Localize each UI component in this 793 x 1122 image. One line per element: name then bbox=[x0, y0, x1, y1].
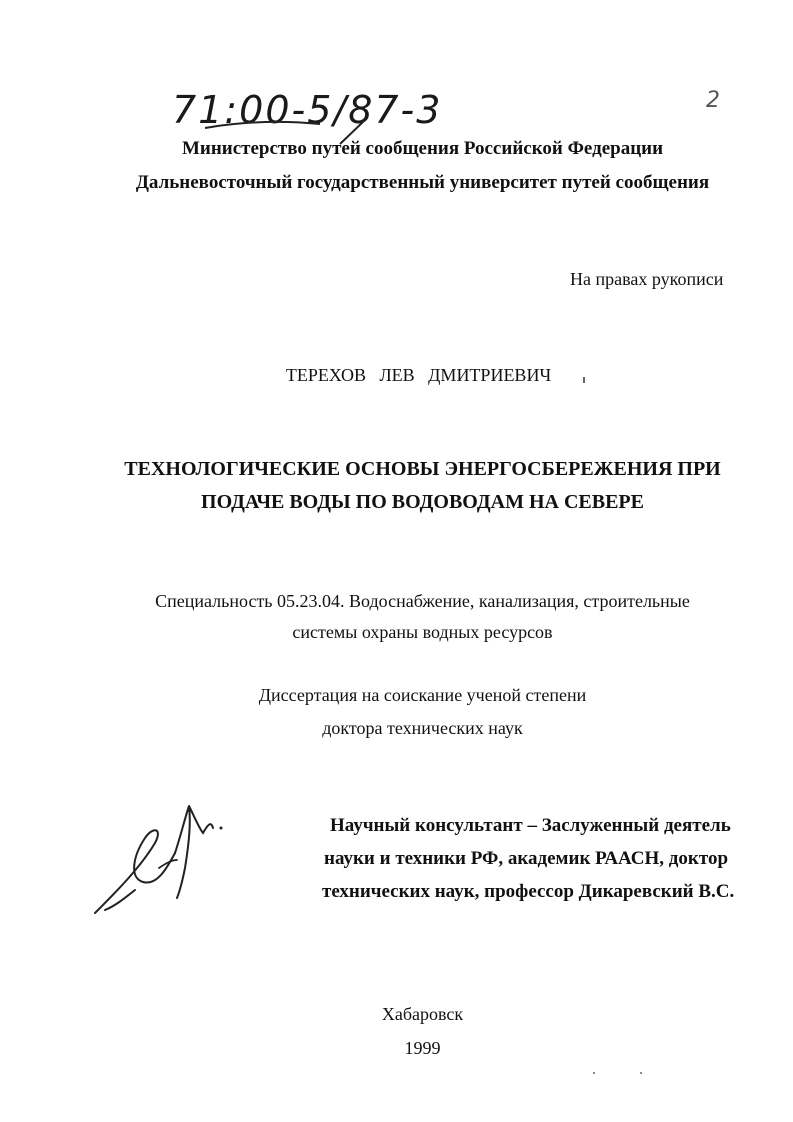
scan-speck bbox=[640, 1072, 642, 1074]
archive-code: 71:00-5/87-3 bbox=[172, 88, 443, 132]
city: Хабаровск bbox=[381, 1004, 464, 1024]
specialty-line-1: Специальность 05.23.04. Водоснабжение, канализация, строительные bbox=[155, 591, 690, 611]
author-name: ТЕРЕХОВ ЛЕВ ДМИТРИЕВИЧ bbox=[285, 365, 552, 385]
rights-note: На правах рукописи bbox=[570, 269, 724, 289]
dissertation-title-line-2: ПОДАЧЕ ВОДЫ ПО ВОДОВОДАМ НА СЕВЕРЕ bbox=[201, 491, 644, 513]
year: 1999 bbox=[404, 1038, 441, 1058]
scan-speck bbox=[593, 1072, 595, 1074]
consultant-line-3: технических наук, профессор Дикаревский В.С. bbox=[322, 881, 735, 902]
handwritten-signature bbox=[85, 798, 235, 923]
consultant-line-2: науки и техники РФ, академик РААСН, доктор bbox=[324, 848, 729, 869]
specialty-line-2: системы охраны водных ресурсов bbox=[292, 622, 553, 642]
ministry-heading: Министерство путей сообщения Российской Федерации bbox=[181, 138, 664, 159]
scan-speck bbox=[583, 377, 585, 383]
degree-line-1: Диссертация на соискание ученой степени bbox=[258, 685, 587, 705]
dissertation-title-line-1: ТЕХНОЛОГИЧЕСКИЕ ОСНОВЫ ЭНЕРГОСБЕРЕЖЕНИЯ ПРИ bbox=[124, 458, 721, 480]
degree-line-2: доктора технических наук bbox=[322, 718, 523, 738]
university-heading: Дальневосточный государственный университет путей сообщения bbox=[135, 172, 710, 193]
page-mark: 2 bbox=[706, 88, 720, 113]
consultant-line-1: Научный консультант – Заслуженный деятель bbox=[330, 815, 731, 836]
